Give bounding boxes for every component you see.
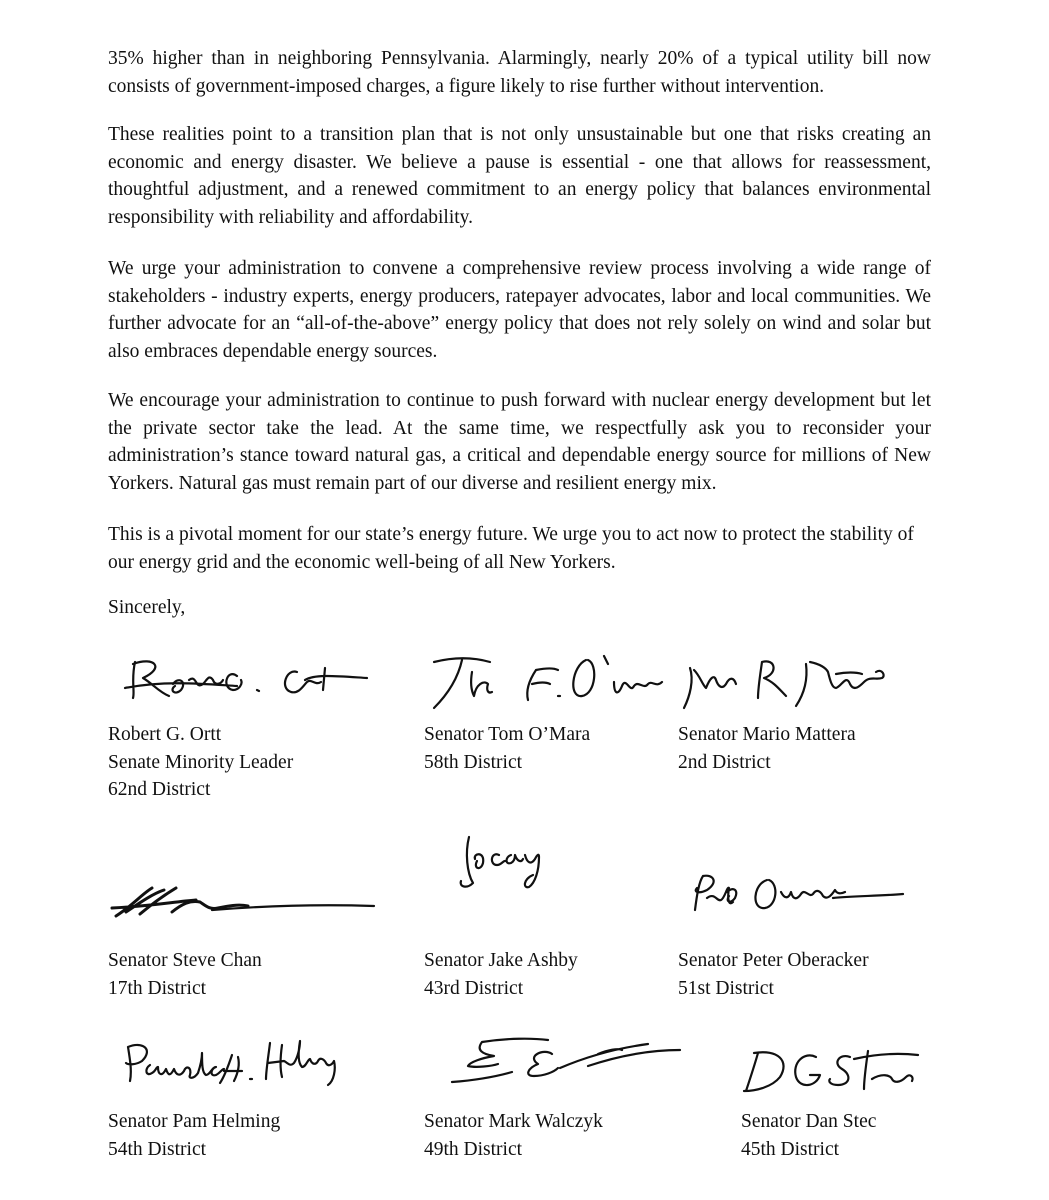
signatory-name: Senator Mark Walczyk: [424, 1111, 603, 1132]
signatory-district: 54th District: [108, 1138, 207, 1160]
signatory-district: 2nd District: [678, 751, 771, 773]
signatory-block-omara: [424, 721, 590, 776]
signature-ashby: [455, 833, 585, 903]
signatory-district: 49th District: [424, 1138, 523, 1160]
signatory-block-helming: [108, 1108, 280, 1163]
signatory-name: Senator Mario Mattera: [678, 724, 856, 745]
paragraph-2: These realities point to a transition plan that is not only unsustainable but one that risks creating an economic and energy disaster. We believe a pause is essential - one that allows for reassessment, thoughtful adjustment, and a renewed commitment to an energy policy that balances environmental responsibility with reliability and affordability.: [108, 124, 931, 228]
signature-stec: [740, 1045, 940, 1095]
signatory-district: 58th District: [424, 751, 523, 773]
signatory-block-stec: [741, 1108, 876, 1163]
signatory-block-walczyk: [424, 1108, 603, 1163]
closing-salutation: Sincerely,: [108, 597, 186, 618]
paragraph-4: We encourage your administration to continue to push forward with nuclear energy development but let the private sector take the lead. At the same time, we respectfully ask you to reconsider your administration’s stance toward natural gas, a critical and dependable energy source for millions of New Yorkers. Natural gas must remain part of our diverse and resilient energy mix.: [108, 390, 931, 494]
signature-chan: [112, 882, 377, 922]
signatory-district: 45th District: [741, 1138, 840, 1160]
signatory-block-ortt: [108, 721, 293, 804]
signatory-title: Senate Minority Leader: [108, 751, 294, 773]
signatory-district: 17th District: [108, 977, 207, 999]
paragraph-1: 35% higher than in neighboring Pennsylvania. Alarmingly, nearly 20% of a typical utility bill now consists of government-imposed charges, a figure likely to rise further without intervention.: [108, 48, 931, 97]
signatory-name: Robert G. Ortt: [108, 724, 222, 745]
signatory-block-mattera: [678, 721, 856, 776]
signature-ortt: [125, 650, 370, 710]
signature-oberacker: [683, 870, 908, 920]
signature-helming: [120, 1035, 360, 1095]
signature-walczyk: [448, 1036, 683, 1091]
paragraph-5: This is a pivotal moment for our state’s energy future. We urge you to act now to protect the stability of our energy grid and the economic well-being of all New Yorkers.: [108, 524, 914, 573]
signatory-name: Senator Pam Helming: [108, 1111, 281, 1132]
signatory-district: 43rd District: [424, 977, 524, 999]
paragraph-3: We urge your administration to convene a comprehensive review process involving a wide range of stakeholders - industry experts, energy producers, ratepayer advocates, labor and local communities. We further advocate for an “all-of-the-above” energy policy that does not rely solely on wind and solar but also embraces dependable energy sources.: [108, 258, 931, 362]
signatory-district: 51st District: [678, 977, 774, 999]
signature-omara: [428, 652, 663, 712]
signatory-block-chan: [108, 947, 262, 1002]
signatory-name: Senator Dan Stec: [741, 1111, 877, 1132]
signature-mattera: [680, 654, 890, 714]
signatory-name: Senator Jake Ashby: [424, 950, 578, 971]
signatory-district: 62nd District: [108, 779, 211, 800]
signatory-name: Senator Steve Chan: [108, 950, 262, 971]
signatory-block-ashby: [424, 947, 578, 1002]
signatory-name: Senator Peter Oberacker: [678, 950, 869, 971]
signatory-name: Senator Tom O’Mara: [424, 724, 591, 745]
signatory-block-oberacker: [678, 947, 869, 1002]
